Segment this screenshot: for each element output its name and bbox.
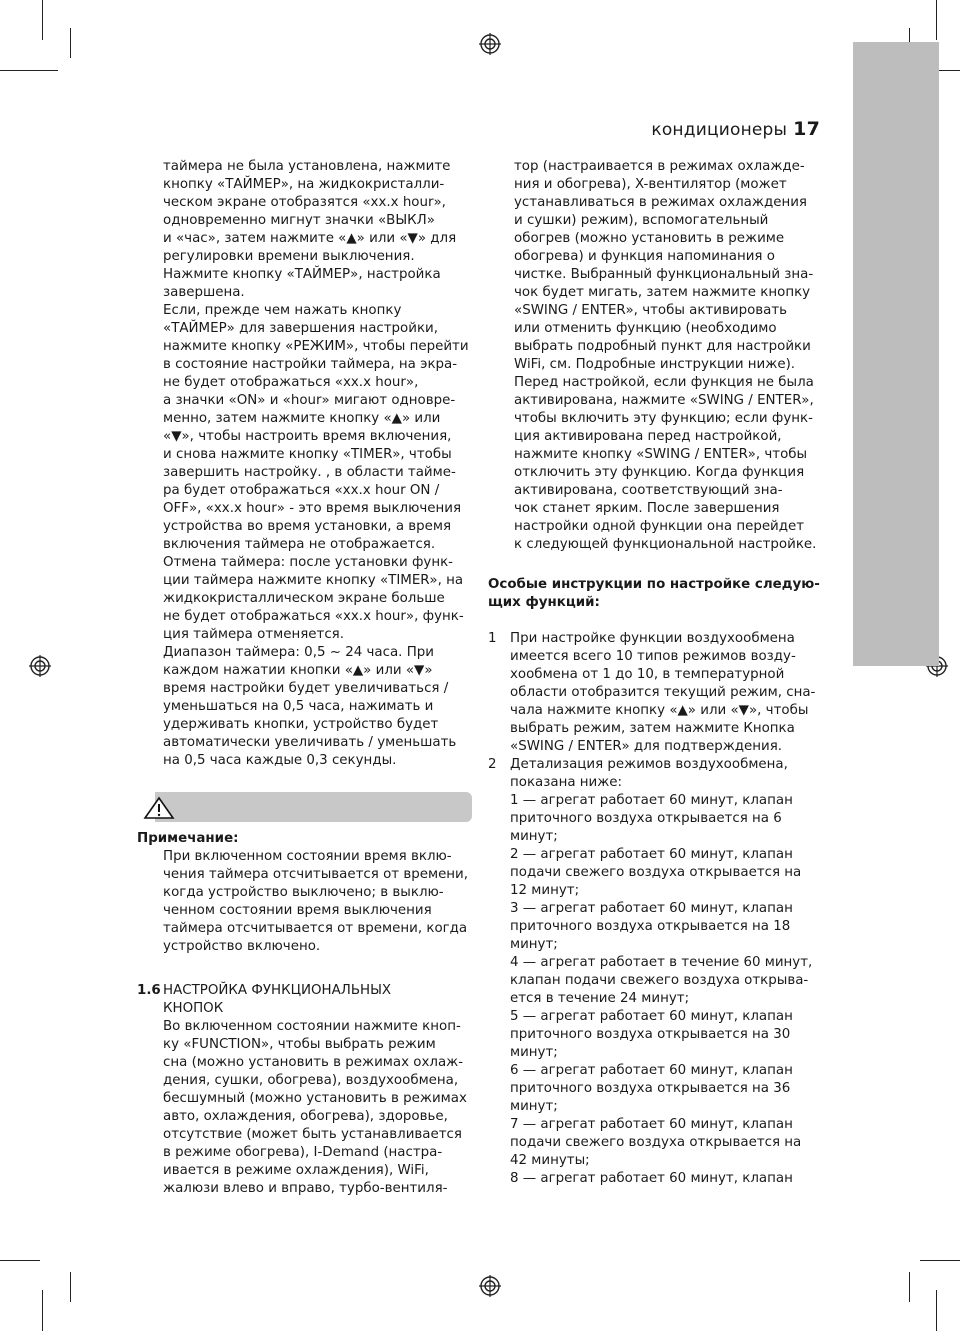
crop-mark: [936, 0, 937, 40]
section-1-6: [137, 982, 472, 1198]
timer-paragraph: таймера не была установлена, нажмите кнопку «ТАЙМЕР», на жидкокристалли- ческом экране отобразятся «xx.x hour», одновременно мигнут значки «ВЫКЛ» и «час», затем нажмите «▲» или «▼» для регулировки времени выключения. Нажмите кнопку «ТАЙМЕР», настройка завершена. Если, прежде чем нажать кнопку «ТАЙМЕР» для завершения настройки, нажмите кнопку «РЕЖИМ», чтобы перейти в состояние настройки таймера, на экра- не будет отображаться «xx.x hour», а значки «ON» и «hour» мигают одновре- менно, затем нажмите кнопку «▲» или «▼», чтобы настроить время включения, и снова нажмите кнопку «TIMER», чтобы завершить настройку. , в области тайме- ра будет отображаться «xx.x hour ON / OFF», «xx.x hour» - это время выключения устройства во время установки, а время включения таймера не отображается. Отмена таймера: после установки функ- ции таймера нажмите кнопку «TIMER», на жидкокристаллическом экране больше не будет отображаться «xx.x hour», функ- ция таймера отменяется. Диапазон таймера: 0,5 ~ 24 часа. При каждом нажатии кнопки «▲» или «▼» время настройки будет увеличиваться / уменьшаться на 0,5 часа, нажимать и удерживать кнопки, устройство будет автоматически увеличивать / уменьшать на 0,5 часа каждые 0,3 секунды.: [163, 159, 469, 768]
list-item: [488, 630, 824, 756]
warning-bar-background: [155, 792, 472, 822]
warning-triangle-icon: [143, 796, 175, 820]
crop-mark: [28, 70, 58, 71]
warning-bar: [137, 792, 472, 822]
section-number: 1.6: [137, 983, 161, 998]
crop-mark: [920, 1260, 960, 1261]
registration-mark-icon: [479, 33, 501, 55]
note-text: При включенном состоянии время вклю- чения таймера отсчитывается от времени, когда устройство выключено; в выклю- ченном состоянии время выключения таймера отсчитывается от времени, когда устройство включено.: [163, 849, 469, 954]
list-item-number: 1: [488, 631, 497, 646]
section-title: НАСТРОЙКА ФУНКЦИОНАЛЬНЫХ КНОПОК: [163, 983, 392, 1016]
crop-mark: [936, 1290, 937, 1331]
crop-mark: [0, 1260, 40, 1261]
page-number: 17: [793, 118, 820, 140]
crop-mark: [70, 1272, 71, 1302]
crop-mark: [42, 0, 43, 40]
registration-mark-icon: [479, 1275, 501, 1297]
special-instructions-heading: Особые инструкции по настройке следую- щих функций:: [488, 577, 820, 610]
list-item-number: 2: [488, 757, 497, 772]
crop-mark: [909, 1272, 910, 1302]
crop-mark: [70, 28, 71, 58]
list-item-text: Детализация режимов воздухообмена, показана ниже: 1 — агрегат работает 60 минут, клапан приточного воздуха открывается на 6 минут; 2 — агрегат работает 60 минут, клапан подачи свежего воздуха открывается на 12 минут; 3 — агрегат работает 60 минут, клапан приточного воздуха открывается на 18 минут; 4 — агрегат работает в течение 60 минут, клапан подачи свежего воздуха открыва- ется в течение 24 минут; 5 — агрегат работает 60 минут, клапан приточного воздуха открывается на 30 минут; 6 — агрегат работает 60 минут, клапан приточного воздуха открывается на 36 минут; 7 — агрегат работает 60 минут, клапан подачи свежего воздуха открывается на 42 минуты; 8 — агрегат работает 60 минут, клапан: [510, 757, 813, 1186]
registration-mark-icon: [29, 655, 51, 677]
continuation-paragraph: тор (настраивается в режимах охлажде- ния и обогрева), X-вентилятор (может устанавливаться в режимах охлаждения и сушки) режим), вспомогательный обогрев (можно установить в режиме обогрева) и функция напоминания о чистке. Выбранный функциональный зна- чок будет мигать, затем нажмите кнопку «SWING / ENTER», чтобы активировать или отменить функцию (необходимо выбрать подробный пункт для настройки WiFi, см. Подробные инструкции ниже). Перед настройкой, если функция не была активирована, нажмите «SWING / ENTER», чтобы включить эту функцию; если функ- ция активирована перед настройкой, нажмите кнопку «SWING / ENTER», чтобы отключить эту функцию. Когда функция активирована, соответствующий зна- чок станет ярким. После завершения настройки одной функции она перейдет к следующей функциональной настройке.: [514, 159, 817, 552]
left-column: [137, 158, 472, 1198]
note-label: Примечание:: [137, 831, 239, 846]
section-text: Во включенном состоянии нажмите кноп- ку «FUNCTION», чтобы выбрать режим сна (можно установить в режимах охлаж- дения, сушки, обогрева), воздухообмена, бесшумный (можно установить в режимах авто, охлаждения, обогрева), здоровье, отсутствие (может быть устанавливается в режиме обогрева), I-Demand (настра- ивается в режиме охлаждения), WiFi, жалюзи влево и вправо, турбо-вентиля-: [163, 1019, 467, 1196]
list-item-text: При настройке функции воздухообмена имеется всего 10 типов режимов возду- хообмена от 1 до 10, в температурной области отобразится текущий режим, сна- чала нажмите кнопку «▲» или «▼», чтобы выбрать режим, затем нажмите Кнопка «SWING / ENTER» для подтверждения.: [510, 631, 816, 754]
page-title: кондиционеры: [651, 120, 788, 140]
page-header: [651, 118, 820, 140]
list-item: [488, 756, 824, 1188]
side-tab: [853, 42, 939, 666]
crop-mark: [42, 1290, 43, 1331]
right-column: [488, 158, 824, 1188]
